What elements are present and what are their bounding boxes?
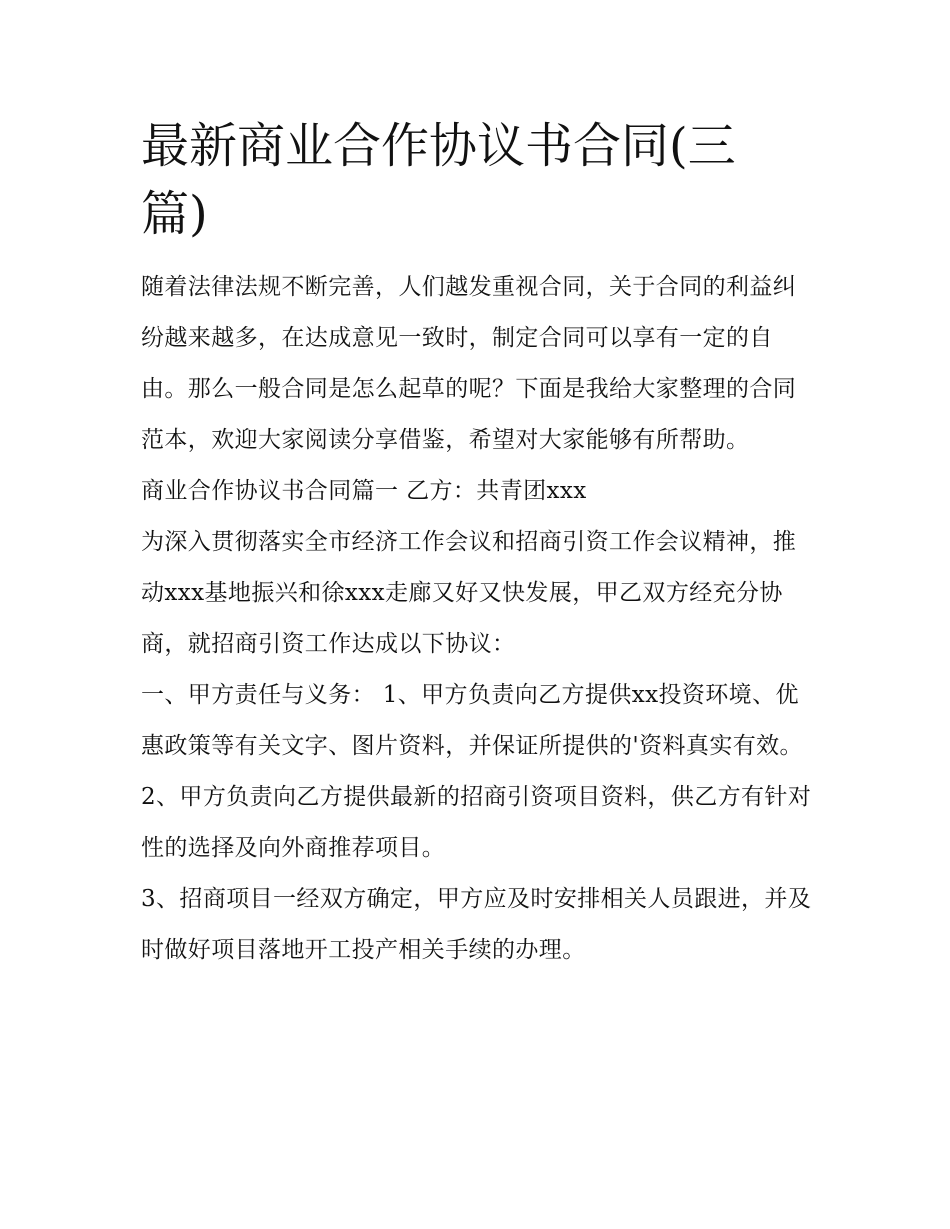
section-heading: 商业合作协议书合同篇一 乙方：共青团xxx <box>141 478 587 504</box>
clause-1-paragraph: 一、甲方责任与义务： 1、甲方负责向乙方提供xx投资环境、优惠政策等有关文字、图片资料，并保证所提供的'资料真实有效。 <box>141 682 803 759</box>
intro-paragraph: 随着法律法规不断完善，人们越发重视合同，关于合同的利益纠纷越来越多，在达成意见一致时，制定合同可以享有一定的自由。那么一般合同是怎么起草的呢？下面是我给大家整理的合同范本，欢迎大家阅读分享借鉴，希望对大家能够有所帮助。 <box>141 274 797 453</box>
preamble-paragraph: 为深入贯彻落实全市经济工作会议和招商引资工作会议精神，推动xxx基地振兴和徐xxx走廊又好又快发展，甲乙双方经充分协商，就招商引资工作达成以下协议： <box>141 529 797 657</box>
clause-3-paragraph: 3、招商项目一经双方确定，甲方应及时安排相关人员跟进，并及时做好项目落地开工投产相关手续的办理。 <box>141 886 812 963</box>
document-body <box>141 112 821 976</box>
document-title: 最新商业合作协议书合同(三篇) <box>141 118 736 242</box>
clause-2-paragraph: 2、甲方负责向乙方提供最新的招商引资项目资料，供乙方有针对性的选择及向外商推荐项目。 <box>141 784 812 861</box>
